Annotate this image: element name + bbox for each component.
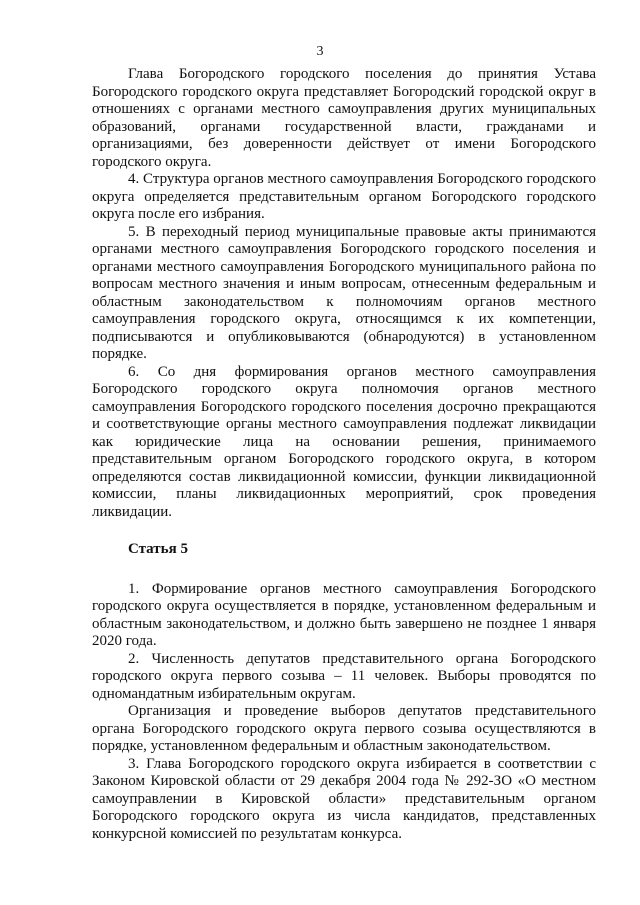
article5-paragraph-2: 2. Численность депутатов представительного органа Богородского городского округа первого созыва – 11 человек. Выборы проводятся по одномандатным избирательным округам. [92, 650, 596, 702]
paragraph-glava: Глава Богородского городского поселения до принятия Устава Богородского городского округа представляет Богородский городской округ в отношениях с органами местного самоуправления других муниципальных образований, органами государственной власти, гражданами и организациями, без доверенности действует от имени Богородского городского округа. [92, 66, 596, 170]
article5-paragraph-1: 1. Формирование органов местного самоуправления Богородского городского округа осуществляется в порядке, установленном федеральным и областным законодательством, и должно быть завершено не позднее 1 января 2020 года. [92, 580, 596, 649]
article-heading: Статья 5 [128, 541, 188, 557]
page-number: 3 [316, 44, 324, 59]
article5-paragraph-elections: Организация и проведение выборов депутатов представительного органа Богородского городского округа первого созыва осуществляются в порядке, установленном федеральным и областным законодательством. [92, 703, 596, 754]
paragraph-6: 6. Со дня формирования органов местного самоуправления Богородского городского округа полномочия органов местного самоуправления Богородского городского поселения досрочно прекращаются и соответствующие органы местного самоуправления подлежат ликвидации как юридические лица на основании решения, принимаемого представительным органом Богородского городского округа, в котором определяются состав ликвидационной комиссии, функции ликвидационной комиссии, планы ликвидационных мероприятий, срок проведения ликвидации. [92, 363, 596, 520]
article5-paragraph-3: 3. Глава Богородского городского округа избирается в соответствии с Законом Кировской области от 29 декабря 2004 года № 292-ЗО «О местном самоуправлении в Кировской области» представительным органом Богородского городского округа из числа кандидатов, представленных конкурсной комиссией по результатам конкурса. [92, 755, 596, 842]
paragraph-4: 4. Структура органов местного самоуправления Богородского городского округа определяется представительным органом Богородского городского округа после его избрания. [92, 171, 596, 222]
document-body [92, 66, 596, 843]
paragraph-5: 5. В переходный период муниципальные правовые акты принимаются органами местного самоуправления Богородского городского поселения и органами местного самоуправления Богородского муниципального района по вопросам местного значения и иным вопросам, отнесенным федеральным и областным законодательством к полномочиям органов местного самоуправления городского округа, относящимся к их компетенции, подписываются и опубликовываются (обнародуются) в установленном порядке. [92, 223, 596, 362]
